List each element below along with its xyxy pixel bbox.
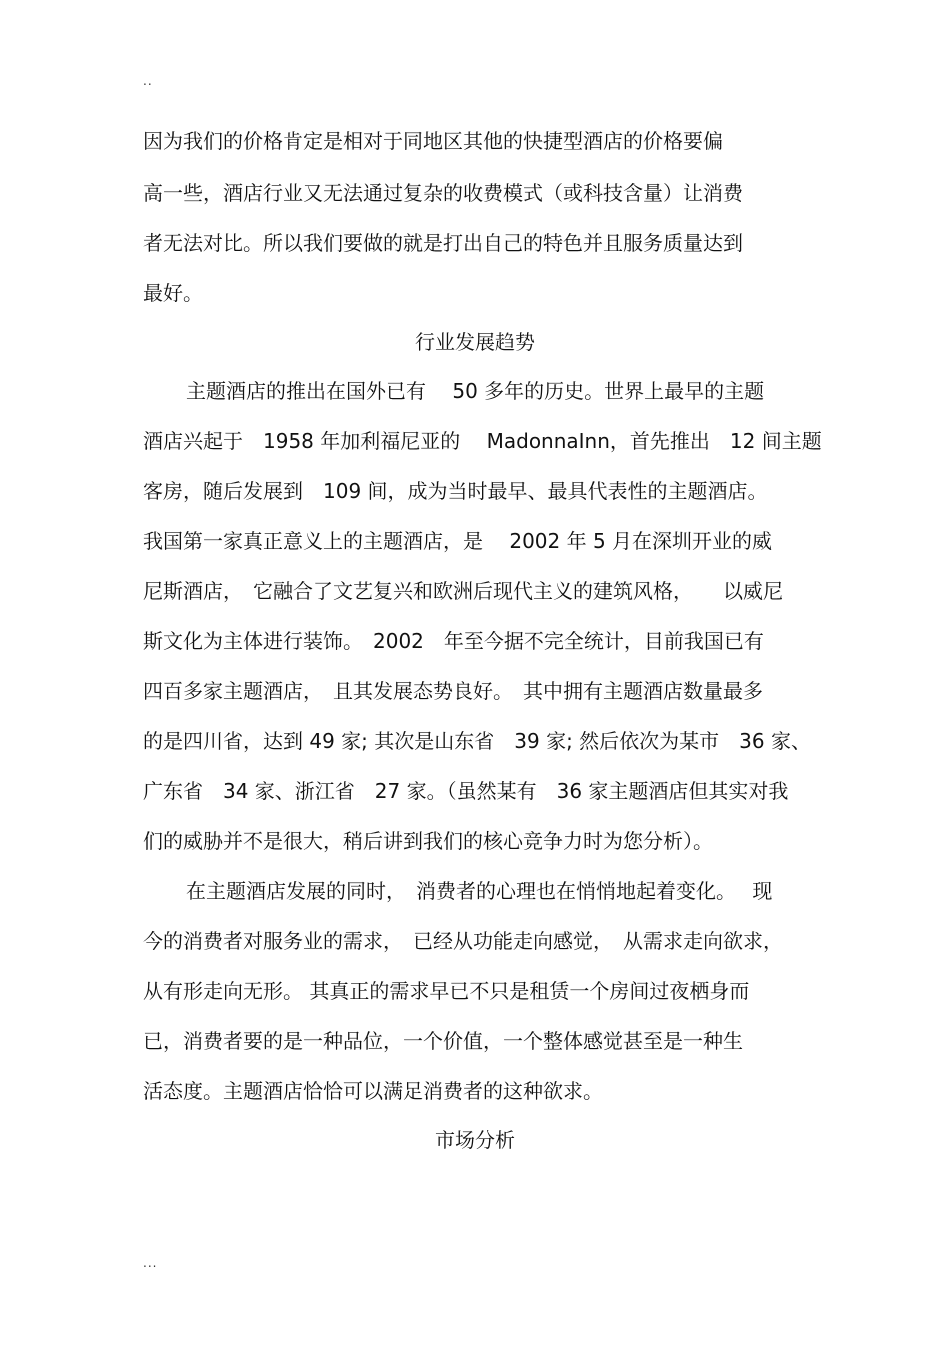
paragraph-consumer-line-4: 已，消费者要的是一种品位，一个价值，一个整体感觉甚至是一种生 — [143, 1029, 743, 1053]
paragraph-history-line-9: 广东省 34 家、浙江省 27 家。（虽然某有 36 家主题酒店但其实对我 — [143, 779, 789, 803]
paragraph-history-line-6: 斯文化为主体进行装饰。 2002 年至今据不完全统计，目前我国已有 — [143, 629, 764, 653]
section-heading-trend: 行业发展趋势 — [415, 330, 535, 354]
paragraph-history-line-3: 客房，随后发展到 109 间，成为当时最早、最具代表性的主题酒店。 — [143, 479, 768, 503]
paragraph-history-line-5: 尼斯酒店， 它融合了文艺复兴和欧洲后现代主义的建筑风格， 以威尼 — [143, 579, 783, 603]
paragraph-consumer-line-3: 从有形走向无形。 其真正的需求早已不只是租赁一个房间过夜栖身而 — [143, 979, 750, 1003]
paragraph-consumer-line-1: 在主题酒店发展的同时， 消费者的心理也在悄悄地起着变化。 现 — [186, 879, 773, 903]
paragraph-intro-line-2: 高一些，酒店行业又无法通过复杂的收费模式（或科技含量）让消费 — [143, 181, 743, 205]
paragraph-history-line-2: 酒店兴起于 1958 年加利福尼亚的 MadonnaInn，首先推出 12 间主题 — [143, 429, 822, 453]
paragraph-history-line-10: 们的威胁并不是很大，稍后讲到我们的核心竞争力时为您分析）。 — [143, 829, 713, 853]
paragraph-consumer-line-5: 活态度。主题酒店恰恰可以满足消费者的这种欲求。 — [143, 1079, 603, 1103]
paragraph-history-line-7: 四百多家主题酒店， 且其发展态势良好。 其中拥有主题酒店数量最多 — [143, 679, 763, 703]
paragraph-intro-line-3: 者无法对比。所以我们要做的就是打出自己的特色并且服务质量达到 — [143, 231, 743, 255]
paragraph-intro-line-4: 最好。 — [143, 281, 203, 305]
paragraph-intro-line-1: 因为我们的价格肯定是相对于同地区其他的快捷型酒店的价格要偏 — [143, 129, 723, 153]
paragraph-history-line-1: 主题酒店的推出在国外已有 50 多年的历史。世界上最早的主题 — [186, 379, 765, 403]
page-header-marker: .. — [143, 74, 153, 88]
page-footer-marker: ... — [143, 1256, 158, 1270]
section-heading-market: 市场分析 — [435, 1128, 515, 1152]
paragraph-history-line-8: 的是四川省，达到 49 家; 其次是山东省 39 家; 然后依次为某市 36 家、 — [143, 729, 811, 753]
paragraph-history-line-4: 我国第一家真正意义上的主题酒店，是 2002 年 5 月在深圳开业的威 — [143, 529, 773, 553]
paragraph-consumer-line-2: 今的消费者对服务业的需求， 已经从功能走向感觉， 从需求走向欲求， — [143, 929, 783, 953]
